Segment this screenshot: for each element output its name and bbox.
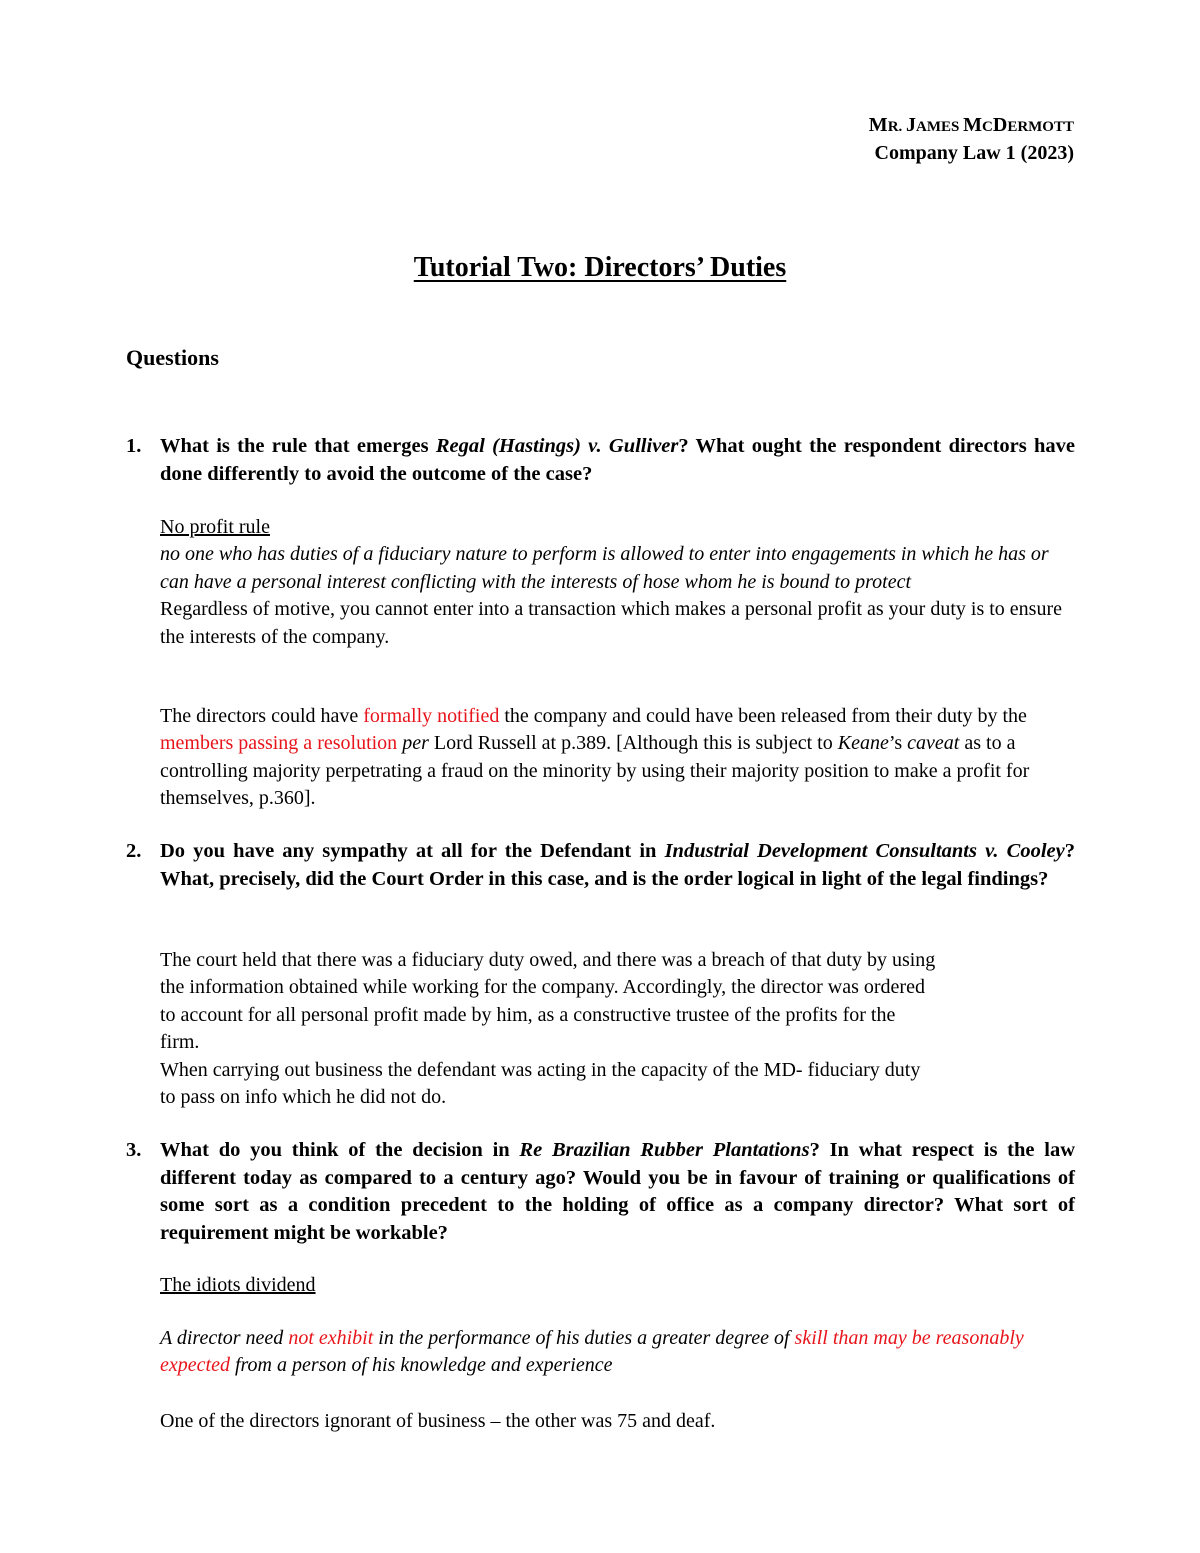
answer-line: When carrying out business the defendant was acting in the capacity of the MD- fiduciary duty <box>160 1058 921 1081</box>
question-2: 2. Do you have any sympathy at all for the Defendant in Industrial Development Consultants v. Cooley? What, precisely, did the Court Order in this case, and is the order logical in light of the legal findings? <box>126 840 1075 890</box>
answer-line: to account for all personal profit made by him, as a constructive trustee of the profits for the <box>160 1003 896 1026</box>
highlight-text: skill than may be reasonably expected <box>160 1327 1024 1377</box>
answer-paragraph: Regardless of motive, you cannot enter into a transaction which makes a personal profit as your duty is to ensure the interests of the company. <box>160 598 1062 648</box>
case-name: Regal (Hastings) v. Gulliver <box>435 435 679 457</box>
highlight-text: formally notified <box>363 705 500 727</box>
answer-2 <box>160 947 1075 1111</box>
question-number: 1. <box>126 435 142 457</box>
answer-heading: No profit rule <box>160 516 270 538</box>
answer-3-paragraph: One of the directors ignorant of business – the other was 75 and deaf. <box>160 1410 716 1432</box>
page-title: Tutorial Two: Directors’ Duties <box>413 252 787 283</box>
answer-3-quote: A director need not exhibit in the performance of his duties a greater degree of skill than may be reasonably expected from a person of his knowledge and experience <box>160 1327 1024 1377</box>
answer-line: to pass on info which he did not do. <box>160 1086 447 1109</box>
author-name: MR. JAMES MCDERMOTT <box>868 114 1074 136</box>
answer-1-paragraph-2: The directors could have formally notified the company and could have been released from their duty by the members passing a resolution per Lord Russell at p.389. [Although this is subject to Keane’s caveat as to a controlling majority perpetrating a fraud on the minority by using their majority position to make a profit for themselves, p.360]. <box>160 705 1030 810</box>
answer-1 <box>160 514 1075 651</box>
section-heading: Questions <box>126 345 219 370</box>
answer-quote: no one who has duties of a fiduciary nature to perform is allowed to enter into engagements in which he has or can have a personal interest conflicting with the interests of hose whom he is bound to protect <box>160 543 1049 593</box>
answer-heading: The idiots dividend <box>160 1274 316 1296</box>
question-3: 3. What do you think of the decision in Re Brazilian Rubber Plantations? In what respect is the law different today as compared to a century ago? Would you be in favour of training or qualifications of some sort as a condition precedent to the holding of office as a company director? What sort of requirement might be workable? <box>126 1139 1076 1244</box>
question-1: 1. What is the rule that emerges Regal (Hastings) v. Gulliver? What ought the respondent directors have done differently to avoid the outcome of the case? <box>126 435 1076 485</box>
case-name: Re Brazilian Rubber Plantations <box>519 1139 810 1161</box>
answer-line: firm. <box>160 1031 200 1054</box>
course-name: Company Law 1 (2023) <box>874 142 1074 164</box>
highlight-text: members passing a resolution <box>160 732 398 755</box>
answer-line: the information obtained while working for the company. Accordingly, the director was ordered <box>160 976 925 999</box>
answer-line: The court held that there was a fiduciary duty owed, and there was a breach of that duty by using <box>160 949 936 971</box>
question-number: 2. <box>126 840 142 862</box>
question-number: 3. <box>126 1139 142 1161</box>
case-name: Industrial Development Consultants v. Cooley <box>664 840 1065 862</box>
highlight-text: not exhibit <box>288 1327 374 1349</box>
